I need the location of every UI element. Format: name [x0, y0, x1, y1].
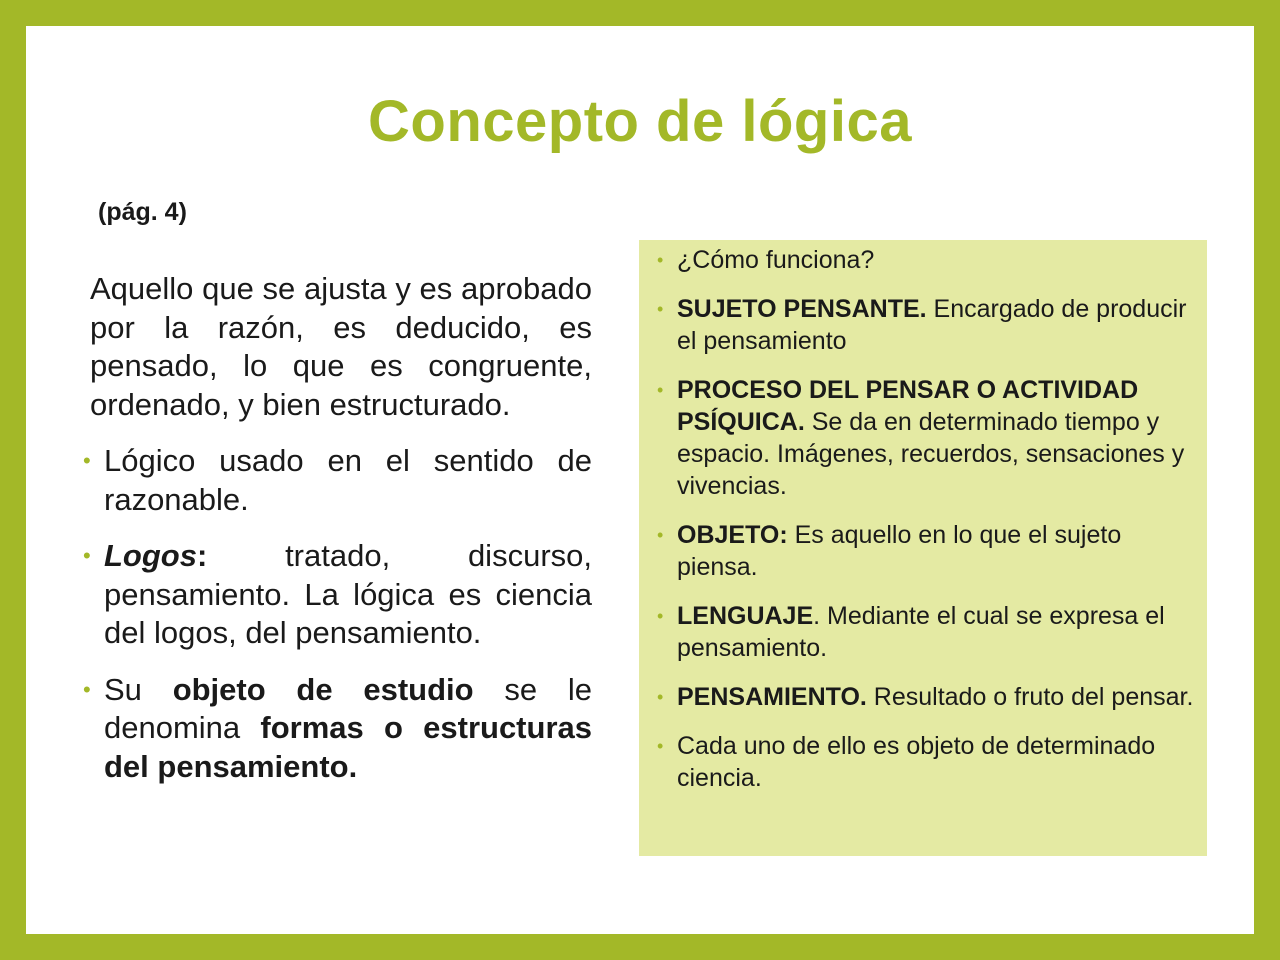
bullet-icon: •	[657, 380, 664, 400]
logos-term: Logos	[104, 538, 197, 573]
item-label: LENGUAJE	[677, 602, 814, 630]
bullet-text: tratado, discurso, pensamiento. La lógica es ciencia del logos, del pensamiento.	[104, 538, 592, 650]
right-bullet-list	[657, 244, 1195, 811]
bullet-icon: •	[657, 299, 664, 319]
right-panel	[639, 240, 1207, 856]
item-label: PROCESO DEL PENSAR O ACTIVIDAD PSÍQUICA.	[677, 376, 1139, 436]
item-text: Encargado de producir el pensamiento	[677, 295, 1187, 355]
left-bullet-item	[83, 671, 592, 787]
item-text: Cada uno de ello es objeto de determinado ciencia.	[677, 732, 1156, 792]
intro-paragraph: Aquello que se ajusta y es aprobado por la razón, es deducido, es pensado, lo que es congruente, ordenado, y bien estructurado.	[90, 271, 592, 422]
bullet-bold-term: objeto de estudio	[172, 671, 474, 707]
right-bullet-item	[657, 681, 1195, 713]
right-bullet-item	[657, 519, 1195, 583]
item-label: SUJETO PENSANTE.	[677, 295, 927, 323]
page-reference: (pág. 4)	[98, 198, 187, 226]
bullet-icon: •	[83, 676, 91, 702]
bullet-bold-term: formas o estructuras del pensamiento.	[104, 710, 592, 784]
left-bullet-item	[83, 537, 592, 653]
bullet-icon: •	[83, 543, 91, 568]
bullet-icon: •	[657, 250, 664, 270]
item-label: OBJETO:	[677, 521, 788, 549]
item-text: Se da en determinado tiempo y espacio. Imágenes, recuerdos, sensaciones y vivencias.	[677, 408, 1185, 500]
right-bullet-item	[657, 600, 1195, 664]
bullet-text-mid: se le denomina	[104, 671, 592, 745]
bullet-icon: •	[657, 736, 664, 756]
left-bullet-item	[83, 442, 592, 519]
left-column	[83, 270, 592, 804]
slide-title: Concepto de lógica	[368, 89, 912, 154]
logos-colon: :	[197, 538, 208, 573]
item-text: . Mediante el cual se expresa el pensamiento.	[677, 602, 1165, 662]
item-label: PENSAMIENTO.	[677, 683, 867, 711]
bullet-icon: •	[83, 448, 91, 473]
right-bullet-item	[657, 293, 1195, 357]
right-bullet-item	[657, 730, 1195, 794]
slide	[26, 26, 1254, 934]
item-text: ¿Cómo funciona?	[677, 246, 875, 274]
right-bullet-item	[657, 374, 1195, 502]
bullet-icon: •	[657, 525, 664, 545]
right-bullet-item	[657, 244, 1195, 276]
bullet-text: Lógico usado en el sentido de razonable.	[104, 443, 592, 517]
bullet-text-pre: Su	[104, 671, 173, 707]
item-text: Resultado o fruto del pensar.	[866, 683, 1194, 711]
bullet-icon: •	[657, 687, 664, 707]
item-text: Es aquello en lo que el sujeto piensa.	[677, 521, 1122, 581]
bullet-icon: •	[657, 606, 664, 626]
